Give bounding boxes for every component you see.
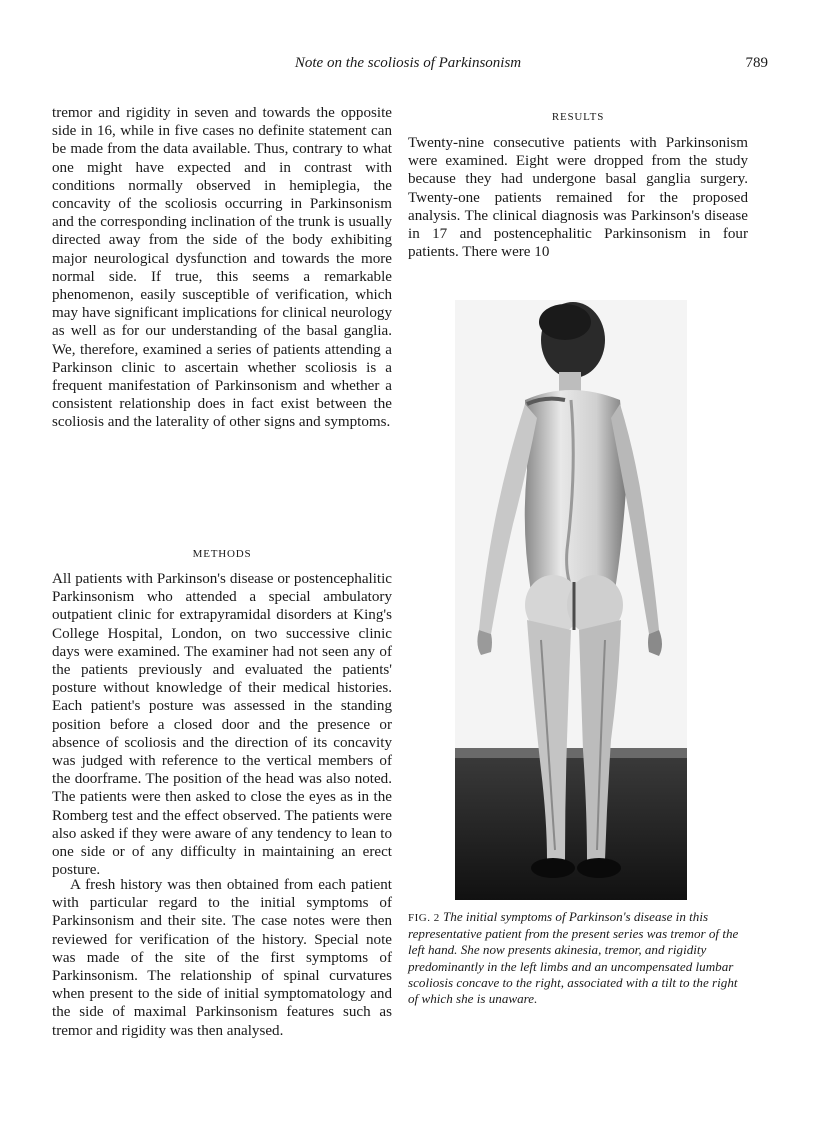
running-title: Note on the scoliosis of Parkinsonism — [294, 55, 522, 71]
results-section — [408, 108, 748, 126]
methods-paragraph-2: A fresh history was then obtained from each patient with particular regard to the initial symptoms of Parkinsonism and their site. The case notes were then reviewed for verification of the history. Special note was made of the site of the first symptoms of Parkinsonism. The relationship of spinal curvatures when present to the side of initial symptomatology and the side of maximal Parkinsonism features such as tremor and rigidity was then analysed. — [52, 877, 392, 1039]
left-column-intro — [52, 104, 392, 432]
results-body — [408, 134, 748, 261]
results-heading: RESULTS — [551, 111, 605, 123]
figure-caption-text: The initial symptoms of Parkinson's disease in this representative patient from the present series was tremor of the left hand. She now presents akinesia, tremor, and rigidity predominantly in the left limbs and an uncompensated lumbar scoliosis concave to the right, associated with a tilt to the right of which she is unaware. — [408, 909, 739, 1007]
methods-body — [52, 570, 392, 879]
intro-paragraph: tremor and rigidity in seven and towards the opposite side in 16, while in five cases no definite statement can be made from the data available. Thus, contrary to what one might have expected and in contrast with conditions normally observed in hemiplegia, the concavity of the scoliosis occurring in Parkinsonism and the corresponding inclination of the trunk is usually directed away from the side of the body exhibiting major neurological dysfunction and towards the more normal side. If true, this seems a remarkable phenomenon, easily susceptible of verification, which may have significant implications for clinical neurology as well as for our understanding of the basal ganglia. We, therefore, examined a series of patients attending a Parkinson clinic to ascertain whether scoliosis is a frequent manifestation of Parkinsonism and whether a consistent relationship does in fact exist between the scoliosis and the laterality of other signs and symptoms. — [52, 105, 392, 431]
methods-section — [52, 545, 392, 563]
figure-label: FIG. 2 — [408, 912, 440, 924]
patient-photograph — [455, 300, 687, 900]
methods-paragraph-1: All patients with Parkinson's disease or postencephalitic Parkinsonism who attended a special ambulatory outpatient clinic for extrapyramidal disorders at King's College Hospital, London, on two successive clinic days were examined. The examiner had not seen any of the patients previously and evaluated the patients' posture without knowledge of their medical histories. Each patient's posture was assessed in the standing position before a closed door and the presence or absence of scoliosis and the direction of its concavity was judged with reference to the vertical members of the doorframe. The position of the head was also noted. The patients were then asked to close the eyes as in the Romberg test and the effect observed. The patients were also asked if they were aware of any tendency to lean to one side or of any difficulty in maintaining an erect posture. — [52, 571, 392, 879]
running-head — [0, 55, 816, 77]
results-paragraph: Twenty-nine consecutive patients with Parkinsonism were examined. Eight were dropped from the study because they had undergone basal ganglia surgery. Twenty-one patients remained for the proposed analysis. The clinical diagnosis was Parkinson's disease in 17 and postencephalitic Parkinsonism in four patients. There were 10 — [408, 135, 748, 261]
methods-heading: METHODS — [192, 548, 252, 560]
figure-caption — [408, 909, 750, 1007]
page-number: 789 — [745, 55, 768, 71]
methods-body-2 — [52, 876, 392, 1040]
